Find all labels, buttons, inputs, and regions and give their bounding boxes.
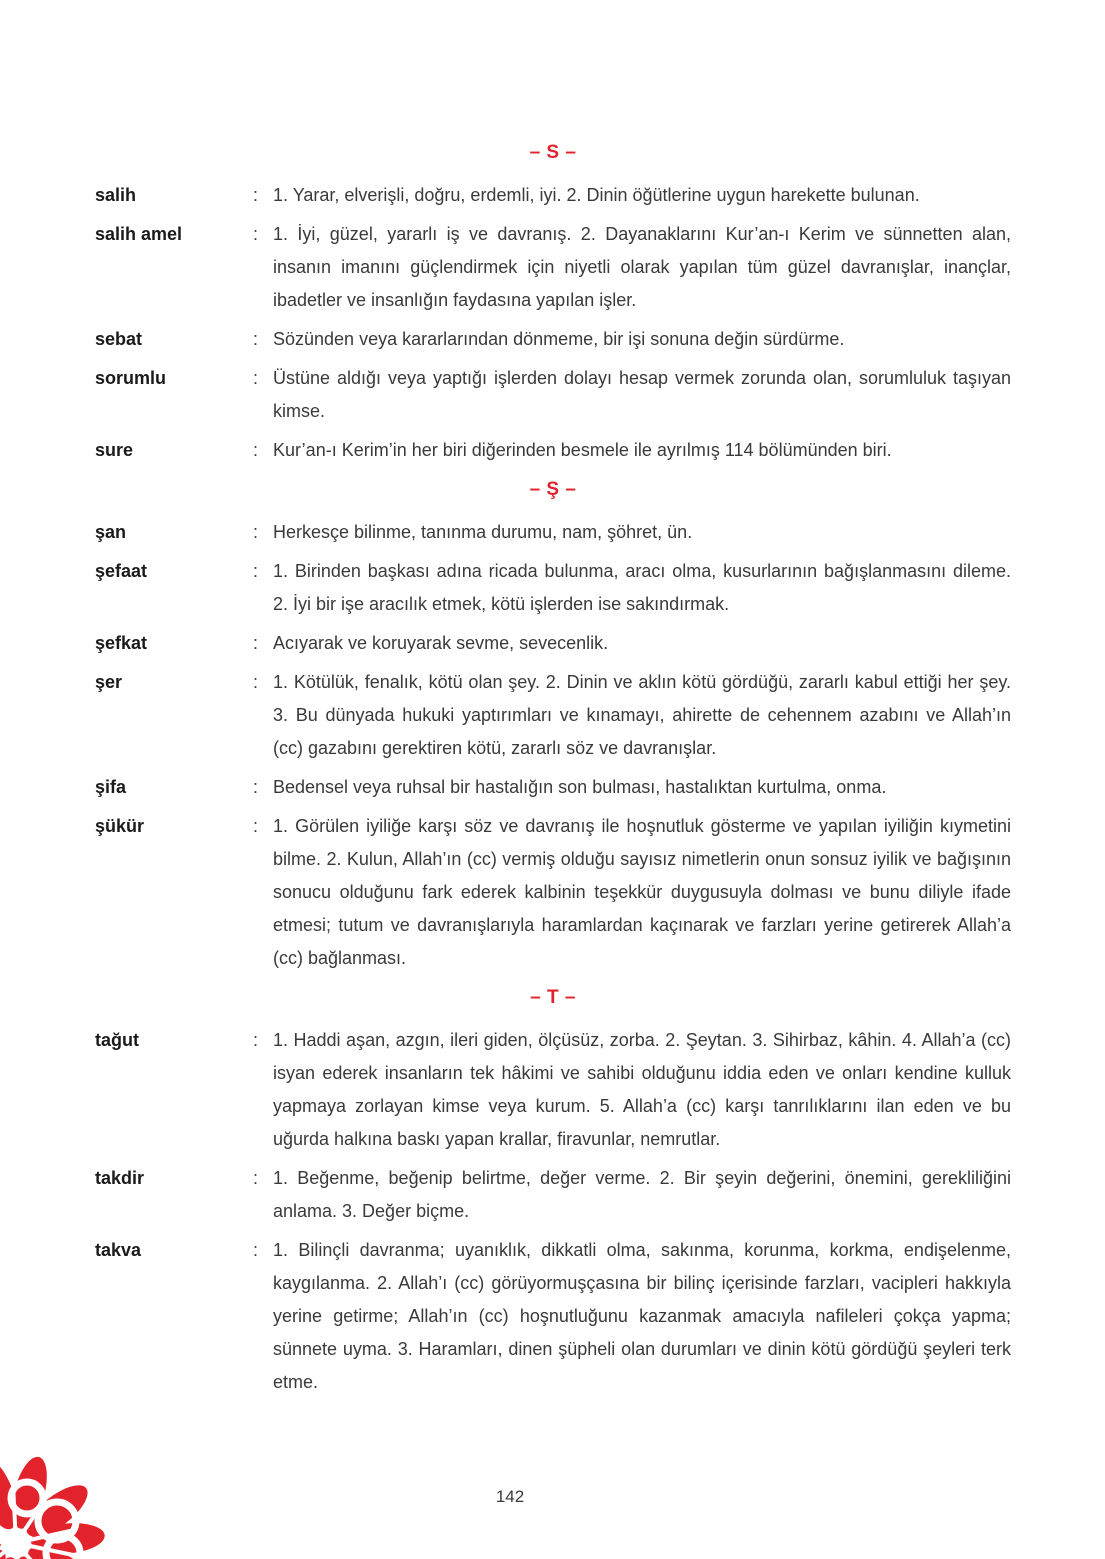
- definition-text: Herkesçe bilinme, tanınma durumu, nam, şöhret, ün.: [273, 522, 693, 542]
- colon-separator: :: [253, 816, 259, 836]
- term-label: salih amel: [95, 224, 183, 244]
- colon-separator: :: [253, 1168, 259, 1188]
- entry-ser: [95, 666, 1011, 765]
- entry-sifa: [95, 771, 1011, 804]
- definition-text: 1. Haddi aşan, azgın, ileri giden, ölçüsüz, zorba. 2. Şeytan. 3. Sihirbaz, kâhin. 4. Allah’a (cc) isyan ederek insanların tek hâkimi ve sahibi olduğunu iddia eden ve onları kendine kulluk yapmaya zorlayan kimse veya kurum. 5. Allah’a (cc) karşı tanrılıklarını ilan eden ve bu uğurda halkına baskı yapan krallar, firavunlar, nemrutlar.: [273, 1030, 1011, 1149]
- definition-text: Üstüne aldığı veya yaptığı işlerden dolayı hesap vermek zorunda olan, sorumluluk taşıyan kimse.: [273, 368, 1011, 421]
- glossary-content: [95, 130, 1011, 1405]
- entry-takdir: [95, 1162, 1011, 1228]
- colon-separator: :: [253, 440, 259, 460]
- entry-sefaat: [95, 555, 1011, 621]
- definition-text: 1. İyi, güzel, yararlı iş ve davranış. 2. Dayanaklarını Kur’an-ı Kerim ve sünnetten alan, insanın imanını güçlendirmek için niyetli olarak yapılan tüm güzel davranışlar, inançlar, ibadetler ve insanlığın faydasına yapılan işler.: [273, 224, 1011, 310]
- definition-text: 1. Beğenme, beğenip belirtme, değer verme. 2. Bir şeyin değerini, önemini, gerekliliğini anlama. 3. Değer biçme.: [273, 1168, 1011, 1221]
- definition-text: Kur’an-ı Kerim’in her biri diğerinden besmele ile ayrılmış 114 bölümünden biri.: [273, 440, 892, 460]
- term-label: sebat: [95, 329, 143, 349]
- definition-text: 1. Görülen iyiliğe karşı söz ve davranış ile hoşnutluk gösterme ve yapılan iyiliğin kıymetini bilme. 2. Kulun, Allah’ın (cc) vermiş olduğu sayısız nimetlerin onun sonsuz iyilik ve bağışının sonucu olduğunu fark ederek kalbinin teşekkür duygusuyla dolması ve bunu diliyle ifade etmesi; tutum ve davranışlarıyla haramlardan kaçınarak ve farzları yerine getirerek Allah’a (cc) bağlanması.: [273, 816, 1011, 968]
- colon-separator: :: [253, 633, 259, 653]
- section-header-t: – T –: [530, 987, 576, 1008]
- definition-text: Sözünden veya kararlarından dönmeme, bir işi sonuna değin sürdürme.: [273, 329, 845, 349]
- term-label: takva: [95, 1240, 142, 1260]
- colon-separator: :: [253, 1240, 259, 1260]
- entry-tagut: [95, 1024, 1011, 1156]
- colon-separator: :: [253, 672, 259, 692]
- term-label: sure: [95, 440, 134, 460]
- colon-separator: :: [253, 224, 259, 244]
- term-label: tağut: [95, 1030, 139, 1050]
- term-label: şer: [95, 672, 123, 692]
- section-header-s: – S –: [529, 142, 577, 163]
- entry-salih: [95, 179, 1011, 212]
- entry-takva: [95, 1234, 1011, 1399]
- colon-separator: :: [253, 777, 259, 797]
- colon-separator: :: [253, 522, 259, 542]
- term-label: şefaat: [95, 561, 148, 581]
- entry-sefkat: [95, 627, 1011, 660]
- definition-text: 1. Bilinçli davranma; uyanıklık, dikkatli olma, sakınma, korunma, korkma, endişelenme, kaygılanma. 2. Allah’ı (cc) görüyormuşçasına bir bilinç içerisinde farzları, vacipleri hakkıyla yerine getirme; Allah’ın (cc) hoşnutluğunu kazanmak amacıyla nafileleri çokça yapma; sünnete uyma. 3. Haramları, dinen şüpheli olan durumları ve dinin kötü gördüğü şeyleri terk etme.: [273, 1240, 1011, 1392]
- entry-salih-amel: [95, 218, 1011, 317]
- entry-sukur: [95, 810, 1011, 975]
- colon-separator: :: [253, 368, 259, 388]
- section-header-sh: – Ş –: [529, 479, 577, 500]
- definition-text: 1. Yarar, elverişli, doğru, erdemli, iyi. 2. Dinin öğütlerine uygun harekette bulunan.: [273, 185, 920, 205]
- term-label: takdir: [95, 1168, 145, 1188]
- entry-sure: [95, 434, 1011, 467]
- definition-text: 1. Kötülük, fenalık, kötü olan şey. 2. Dinin ve aklın kötü gördüğü, zararlı kabul ettiği her şey. 3. Bu dünyada hukuki yaptırımları ve kınamayı, ahirette de cehennem azabını ve Allah’ın (cc) gazabını gerektiren kötü, zararlı söz ve davranışlar.: [273, 672, 1011, 758]
- colon-separator: :: [253, 329, 259, 349]
- term-label: şifa: [95, 777, 127, 797]
- entry-san: [95, 516, 1011, 549]
- term-label: şükür: [95, 816, 145, 836]
- entry-sebat: [95, 323, 1011, 356]
- definition-text: Acıyarak ve koruyarak sevme, sevecenlik.: [273, 633, 609, 653]
- entry-sorumlu: [95, 362, 1011, 428]
- colon-separator: :: [253, 561, 259, 581]
- definition-text: 1. Birinden başkası adına ricada bulunma, aracı olma, kusurlarının bağışlanmasını dileme. 2. İyi bir işe aracılık etmek, kötü işlerden ise sakındırmak.: [273, 561, 1011, 614]
- term-label: şefkat: [95, 633, 148, 653]
- definition-text: Bedensel veya ruhsal bir hastalığın son bulması, hastalıktan kurtulma, onma.: [273, 777, 887, 797]
- term-label: şan: [95, 522, 127, 542]
- colon-separator: :: [253, 185, 259, 205]
- term-label: sorumlu: [95, 368, 167, 388]
- term-label: salih: [95, 185, 137, 205]
- page-number: 142: [495, 1487, 525, 1506]
- colon-separator: :: [253, 1030, 259, 1050]
